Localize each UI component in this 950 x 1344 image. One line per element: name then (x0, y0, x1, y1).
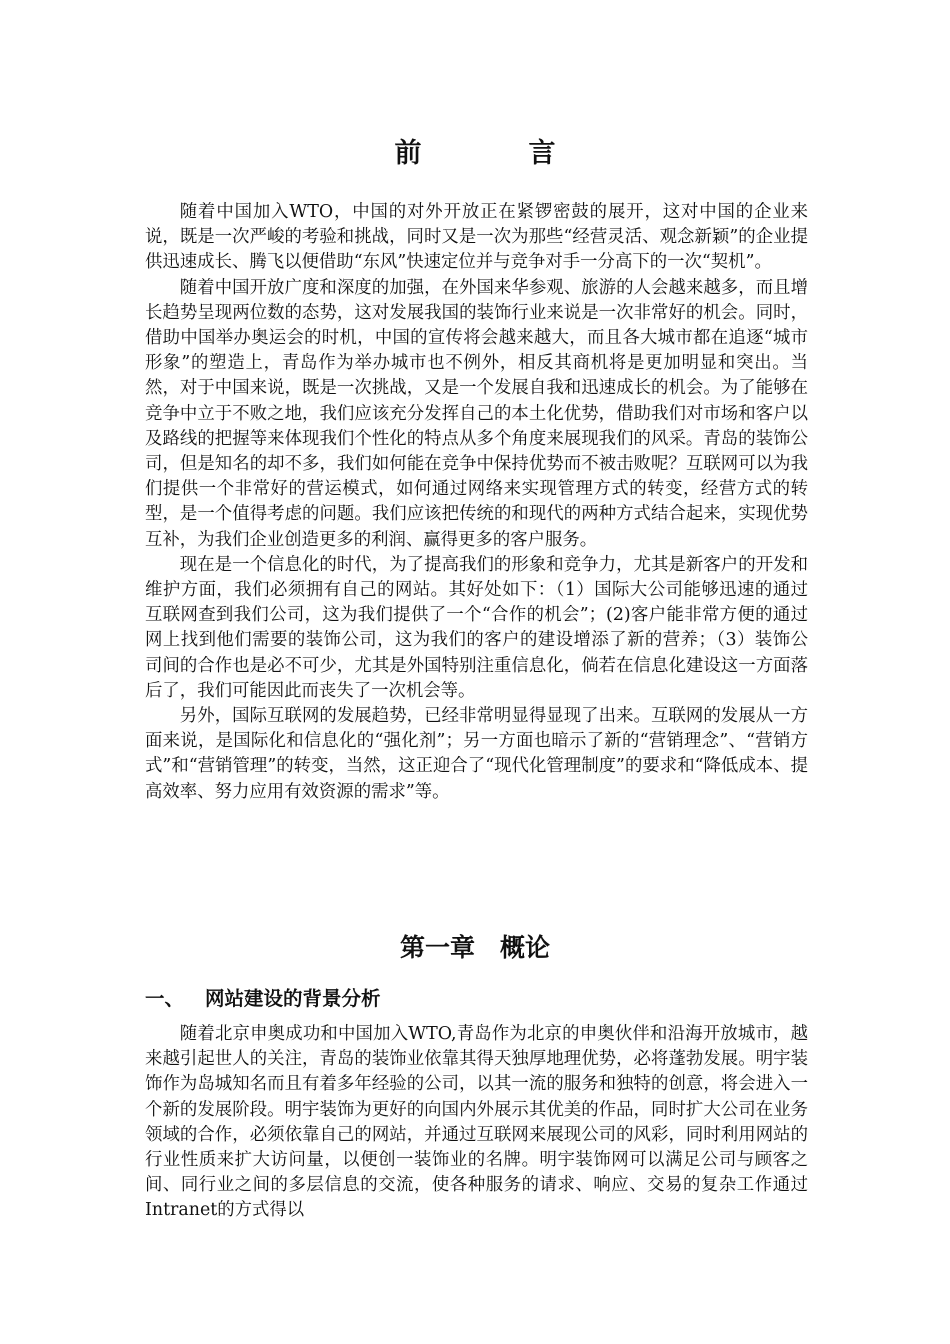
preface-paragraph: 另外，国际互联网的发展趋势，已经非常明显得显现了出来。互联网的发展从一方面来说，是国际化和信息化的“强化剂”；另一方面也暗示了新的“营销理念”、“营销方式”和“营销管理”的转变，当然，这正迎合了“现代化管理制度”的要求和“降低成本、提高效率、努力应用有效资源的需求”等。 (145, 706, 808, 802)
preface-paragraph: 随着中国开放广度和深度的加强，在外国来华参观、旅游的人会越来越多，而且增长趋势呈现两位数的态势，这对发展我国的装饰行业来说是一次非常好的机会。同时，借助中国举办奥运会的时机，中国的宣传将会越来越大，而且各大城市都在追逐“城市形象”的塑造上，青岛作为举办城市也不例外，相反其商机将是更加明显和突出。当然，对于中国来说，既是一次挑战，又是一个发展自我和迅速成长的机会。为了能够在竞争中立于不败之地，我们应该充分发挥自己的本土化优势，借助我们对市场和客户以及路线的把握等来体现我们个性化的特点从多个角度来展现我们的风采。青岛的装饰公司，但是知名的却不多，我们如何能在竞争中保持优势而不被击败呢？互联网可以为我们提供一个非常好的营运模式，如何通过网络来实现管理方式的转变，经营方式的转型，是一个值得考虑的问题。我们应该把传统的和现代的两种方式结合起来，实现优势互补，为我们企业创造更多的利润、赢得更多的客户服务。 (145, 277, 808, 550)
section-body (145, 1022, 808, 1224)
section-heading (145, 984, 381, 1014)
chapter-title: 第一章 概论 (399, 933, 550, 962)
section-number: 一、 (145, 987, 185, 1010)
preface-body (145, 200, 808, 805)
preface-paragraph: 随着中国加入WTO，中国的对外开放正在紧锣密鼓的展开，这对中国的企业来说，既是一次严峻的考验和挑战，同时又是一次为那些“经营灵活、观念新颖”的企业提供迅速成长、腾飞以便借助“东风”快速定位并与竞争对手一分高下的一次“契机”。 (145, 202, 808, 273)
preface-paragraph: 现在是一个信息化的时代，为了提高我们的形象和竞争力，尤其是新客户的开发和维护方面，我们必须拥有自己的网站。其好处如下：（1）国际大公司能够迅速的通过互联网查到我们公司，这为我们提供了一个“合作的机会”；(2)客户能非常方便的通过网上找到他们需要的装饰公司，这为我们的客户的建设增添了新的营养；（3）装饰公司间的合作也是必不可少，尤其是外国特别注重信息化，倘若在信息化建设这一方面落后了，我们可能因此而丧失了一次机会等。 (145, 554, 808, 701)
preface-title: 前 言 (394, 138, 596, 169)
section-title: 网站建设的背景分析 (205, 987, 381, 1010)
section-paragraph: 随着北京申奥成功和中国加入WTO,青岛作为北京的申奥伙伴和沿海开放城市，越来越引起世人的关注，青岛的装饰业依靠其得天独厚地理优势，必将蓬勃发展。明宇装饰作为岛城知名而且有着多年经验的公司，以其一流的服务和独特的创意，将会进入一个新的发展阶段。明宇装饰为更好的向国内外展示其优美的作品，同时扩大公司在业务领域的合作，必须依靠自己的网站，并通过互联网来展现公司的风彩，同时利用网站的行业性质来扩大访问量，以便创一装饰业的名牌。明宇装饰网可以满足公司与顾客之间、同行业之间的多层信息的交流，使各种服务的请求、响应、交易的复杂工作通过 Intranet的方式得以 (145, 1024, 808, 1221)
